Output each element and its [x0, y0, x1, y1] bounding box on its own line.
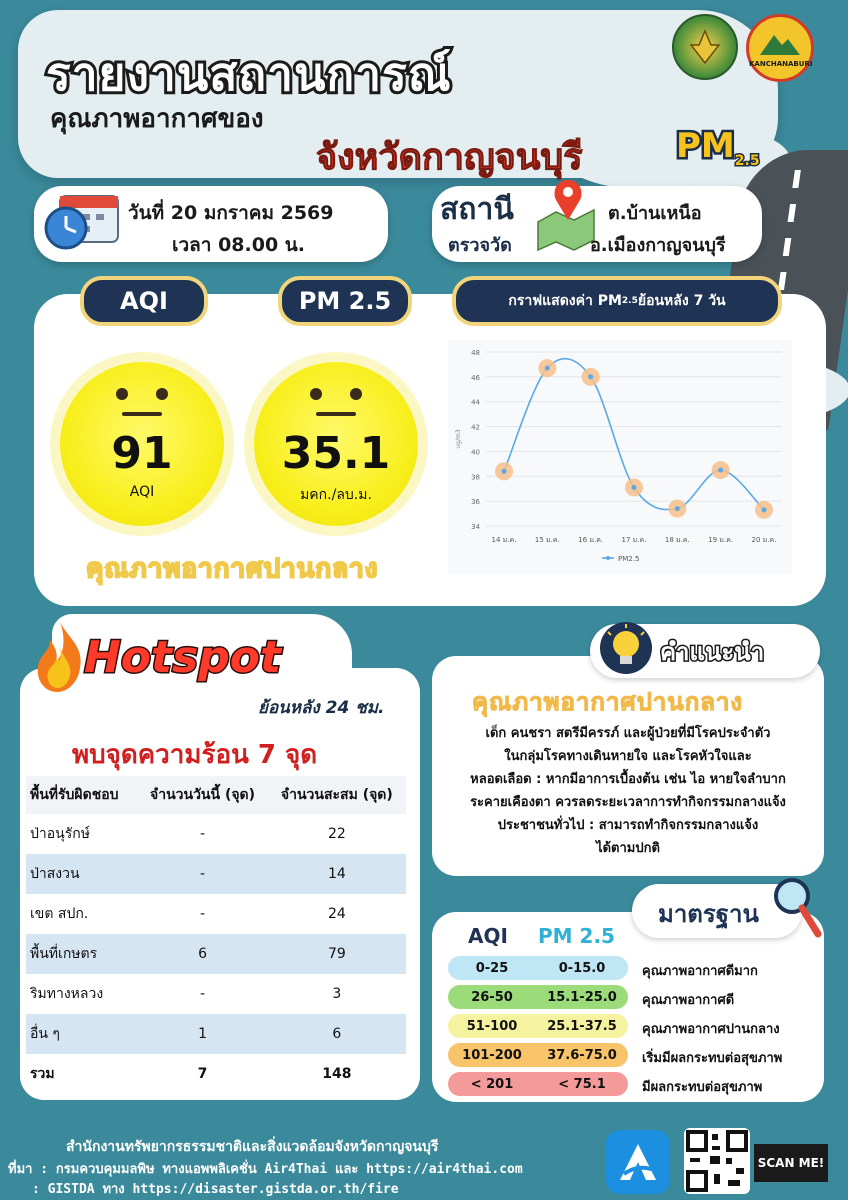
standard-aqi-range: 51-100 — [448, 1014, 536, 1038]
station-label: สถานี — [440, 192, 514, 227]
y-tick-label: 44 — [471, 398, 480, 407]
standard-aqi-head: AQI — [468, 924, 508, 948]
data-point-center — [632, 485, 637, 490]
x-tick-label: 18 ม.ค. — [664, 536, 690, 544]
standard-pm-range: 37.6-75.0 — [536, 1043, 628, 1067]
province-title: จังหวัดกาญจนบุรี — [316, 137, 583, 178]
calendar-icon — [36, 186, 128, 256]
x-tick-label: 20 ม.ค. — [751, 536, 777, 544]
standard-aqi-range: 0-25 — [448, 956, 536, 980]
data-point-center — [718, 468, 723, 473]
province-seal-icon — [672, 14, 738, 80]
table-row: อื่น ๆ 1 6 — [26, 1014, 406, 1054]
scan-me-label: SCAN ME! — [754, 1144, 828, 1182]
map-pin-icon — [534, 176, 598, 252]
y-tick-label: 40 — [471, 448, 480, 457]
air4thai-app-icon[interactable] — [606, 1130, 670, 1194]
standard-description: คุณภาพอากาศดีมาก — [642, 964, 758, 979]
table-row: เขต สปก. - 24 — [30, 906, 346, 922]
pm25-line-chart — [448, 340, 792, 574]
data-point-center — [675, 506, 680, 511]
aqi-tab: AQI — [80, 276, 208, 326]
pm25-value: 35.1 — [281, 428, 391, 479]
hotspot-subtitle: ย้อนหลัง 24 ชม. — [258, 698, 385, 718]
x-tick-label: 16 ม.ค. — [578, 536, 604, 544]
table-row: ป่าอนุรักษ์ - 22 — [30, 826, 346, 842]
report-date: วันที่ 20 มกราคม 2569 — [128, 202, 334, 224]
legend-label: PM2.5 — [618, 555, 640, 563]
page-title: รายงานสถานการณ์ — [46, 47, 452, 101]
advice-body: เด็ก คนชรา สตรีมีครรภ์ และผู้ป่วยที่มีโรคประจำตัว ในกลุ่มโรคทางเดินหายใจ และโรคหัวใจและ หลอดเลือด : หากมีอาการเบื้องต้น เช่น ไอ หายใจลำบาก ระคายเคืองตา ควรลดระยะเวลาการทำกิจกรรมกลางแจ้ง ประชาชนทั่วไป : สามารถทำกิจกรรมกลางแจ้ง ได้ตามปกติ — [470, 726, 786, 856]
table-row: พื้นที่เกษตร 6 79 — [26, 934, 406, 974]
report-time: เวลา 08.00 น. — [172, 234, 306, 256]
y-tick-label: 46 — [471, 373, 480, 382]
col-area: พื้นที่รับผิดชอบ — [30, 787, 119, 803]
standard-aqi-range: 101-200 — [448, 1043, 536, 1067]
x-tick-label: 17 ม.ค. — [621, 536, 647, 544]
page-subtitle: คุณภาพอากาศของ — [50, 104, 264, 134]
table-row: ป่าสงวน - 14 — [26, 854, 406, 894]
pm25-chart — [448, 340, 792, 574]
standard-description: คุณภาพอากาศดี — [642, 993, 735, 1008]
x-tick-label: 15 ม.ค. — [534, 536, 560, 544]
standard-description: เริ่มมีผลกระทบต่อสุขภาพ — [642, 1051, 783, 1066]
data-point-center — [588, 374, 593, 379]
hotspot-table-wrap — [26, 776, 406, 1094]
x-tick-label: 19 ม.ค. — [708, 536, 734, 544]
fire-icon — [30, 618, 90, 698]
col-today: จำนวนวันนี้ (จุด) — [150, 787, 256, 803]
standard-title: มาตรฐาน — [658, 900, 759, 928]
standard-description: มีผลกระทบต่อสุขภาพ — [642, 1080, 763, 1095]
pm25-unit: มคก./ลบ.ม. — [300, 487, 372, 503]
pm25-face-icon — [254, 362, 418, 526]
standard-aqi-range: 26-50 — [448, 985, 536, 1009]
quality-label: คุณภาพอากาศปานกลาง — [86, 554, 379, 584]
table-total-row: รวม 7 148 — [30, 1066, 352, 1082]
y-tick-label: 36 — [471, 498, 480, 507]
lightbulb-icon — [596, 618, 656, 680]
y-tick-label: 38 — [471, 473, 480, 482]
standard-aqi-range: < 201 — [448, 1072, 536, 1096]
pm25-tab: PM 2.5 — [278, 276, 412, 326]
chart-tab: กราฟแสดงค่า PM 2.5 ย้อนหลัง 7 วัน — [452, 276, 782, 326]
data-point-center — [545, 366, 550, 371]
hotspot-table — [26, 776, 406, 1094]
footer-office: สำนักงานทรัพยากรธรรมชาติและสิ่งแวดล้อมจังหวัดกาญจนบุรี — [66, 1139, 439, 1155]
standard-pm-head: PM 2.5 — [538, 924, 615, 948]
pm-badge: $PM_{2.5}$ — [676, 126, 760, 169]
x-tick-label: 14 ม.ค. — [491, 536, 517, 544]
data-point-center — [502, 469, 507, 474]
standard-pm-range: 15.1-25.0 — [536, 985, 628, 1009]
legend-marker — [606, 556, 610, 560]
footer-source-1: ที่มา : กรมควบคุมมลพิษ ทางแอพพลิเคชั่น Air4Thai และ https://air4thai.com — [8, 1162, 523, 1177]
qr-code-icon[interactable] — [684, 1128, 750, 1194]
advice-banner: คุณภาพอากาศปานกลาง — [472, 688, 744, 716]
standard-pm-range: 25.1-37.5 — [536, 1014, 628, 1038]
y-tick-label: 42 — [471, 423, 480, 432]
station-sub: ตรวจวัด — [448, 235, 512, 256]
y-axis-label: ug/m3 — [455, 429, 462, 449]
kanchanaburi-logo-icon: KANCHANABURI — [746, 14, 814, 82]
y-tick-label: 34 — [471, 523, 480, 531]
aqi-face-icon — [60, 362, 224, 526]
footer-source-2: : GISTDA ทาง https://disaster.gistda.or.th/fire — [32, 1182, 399, 1197]
hotspot-title: Hotspot — [84, 632, 282, 683]
station-subdistrict: ต.บ้านเหนือ — [608, 203, 702, 224]
magnifier-icon — [770, 872, 824, 944]
data-point-center — [762, 507, 767, 512]
y-tick-label: 48 — [471, 349, 480, 357]
standard-pm-range: < 75.1 — [536, 1072, 628, 1096]
hotspot-found: พบจุดความร้อน 7 จุด — [72, 740, 318, 770]
standard-description: คุณภาพอากาศปานกลาง — [642, 1022, 780, 1037]
advice-title: คำแนะนำ — [660, 638, 765, 666]
aqi-unit: AQI — [129, 484, 155, 500]
station-district: อ.เมืองกาญจนบุรี — [590, 235, 726, 256]
aqi-value: 91 — [111, 428, 173, 479]
standard-pm-range: 0-15.0 — [536, 956, 628, 980]
col-total: จำนวนสะสม (จุด) — [280, 787, 393, 803]
table-row: ริมทางหลวง - 3 — [30, 986, 342, 1002]
